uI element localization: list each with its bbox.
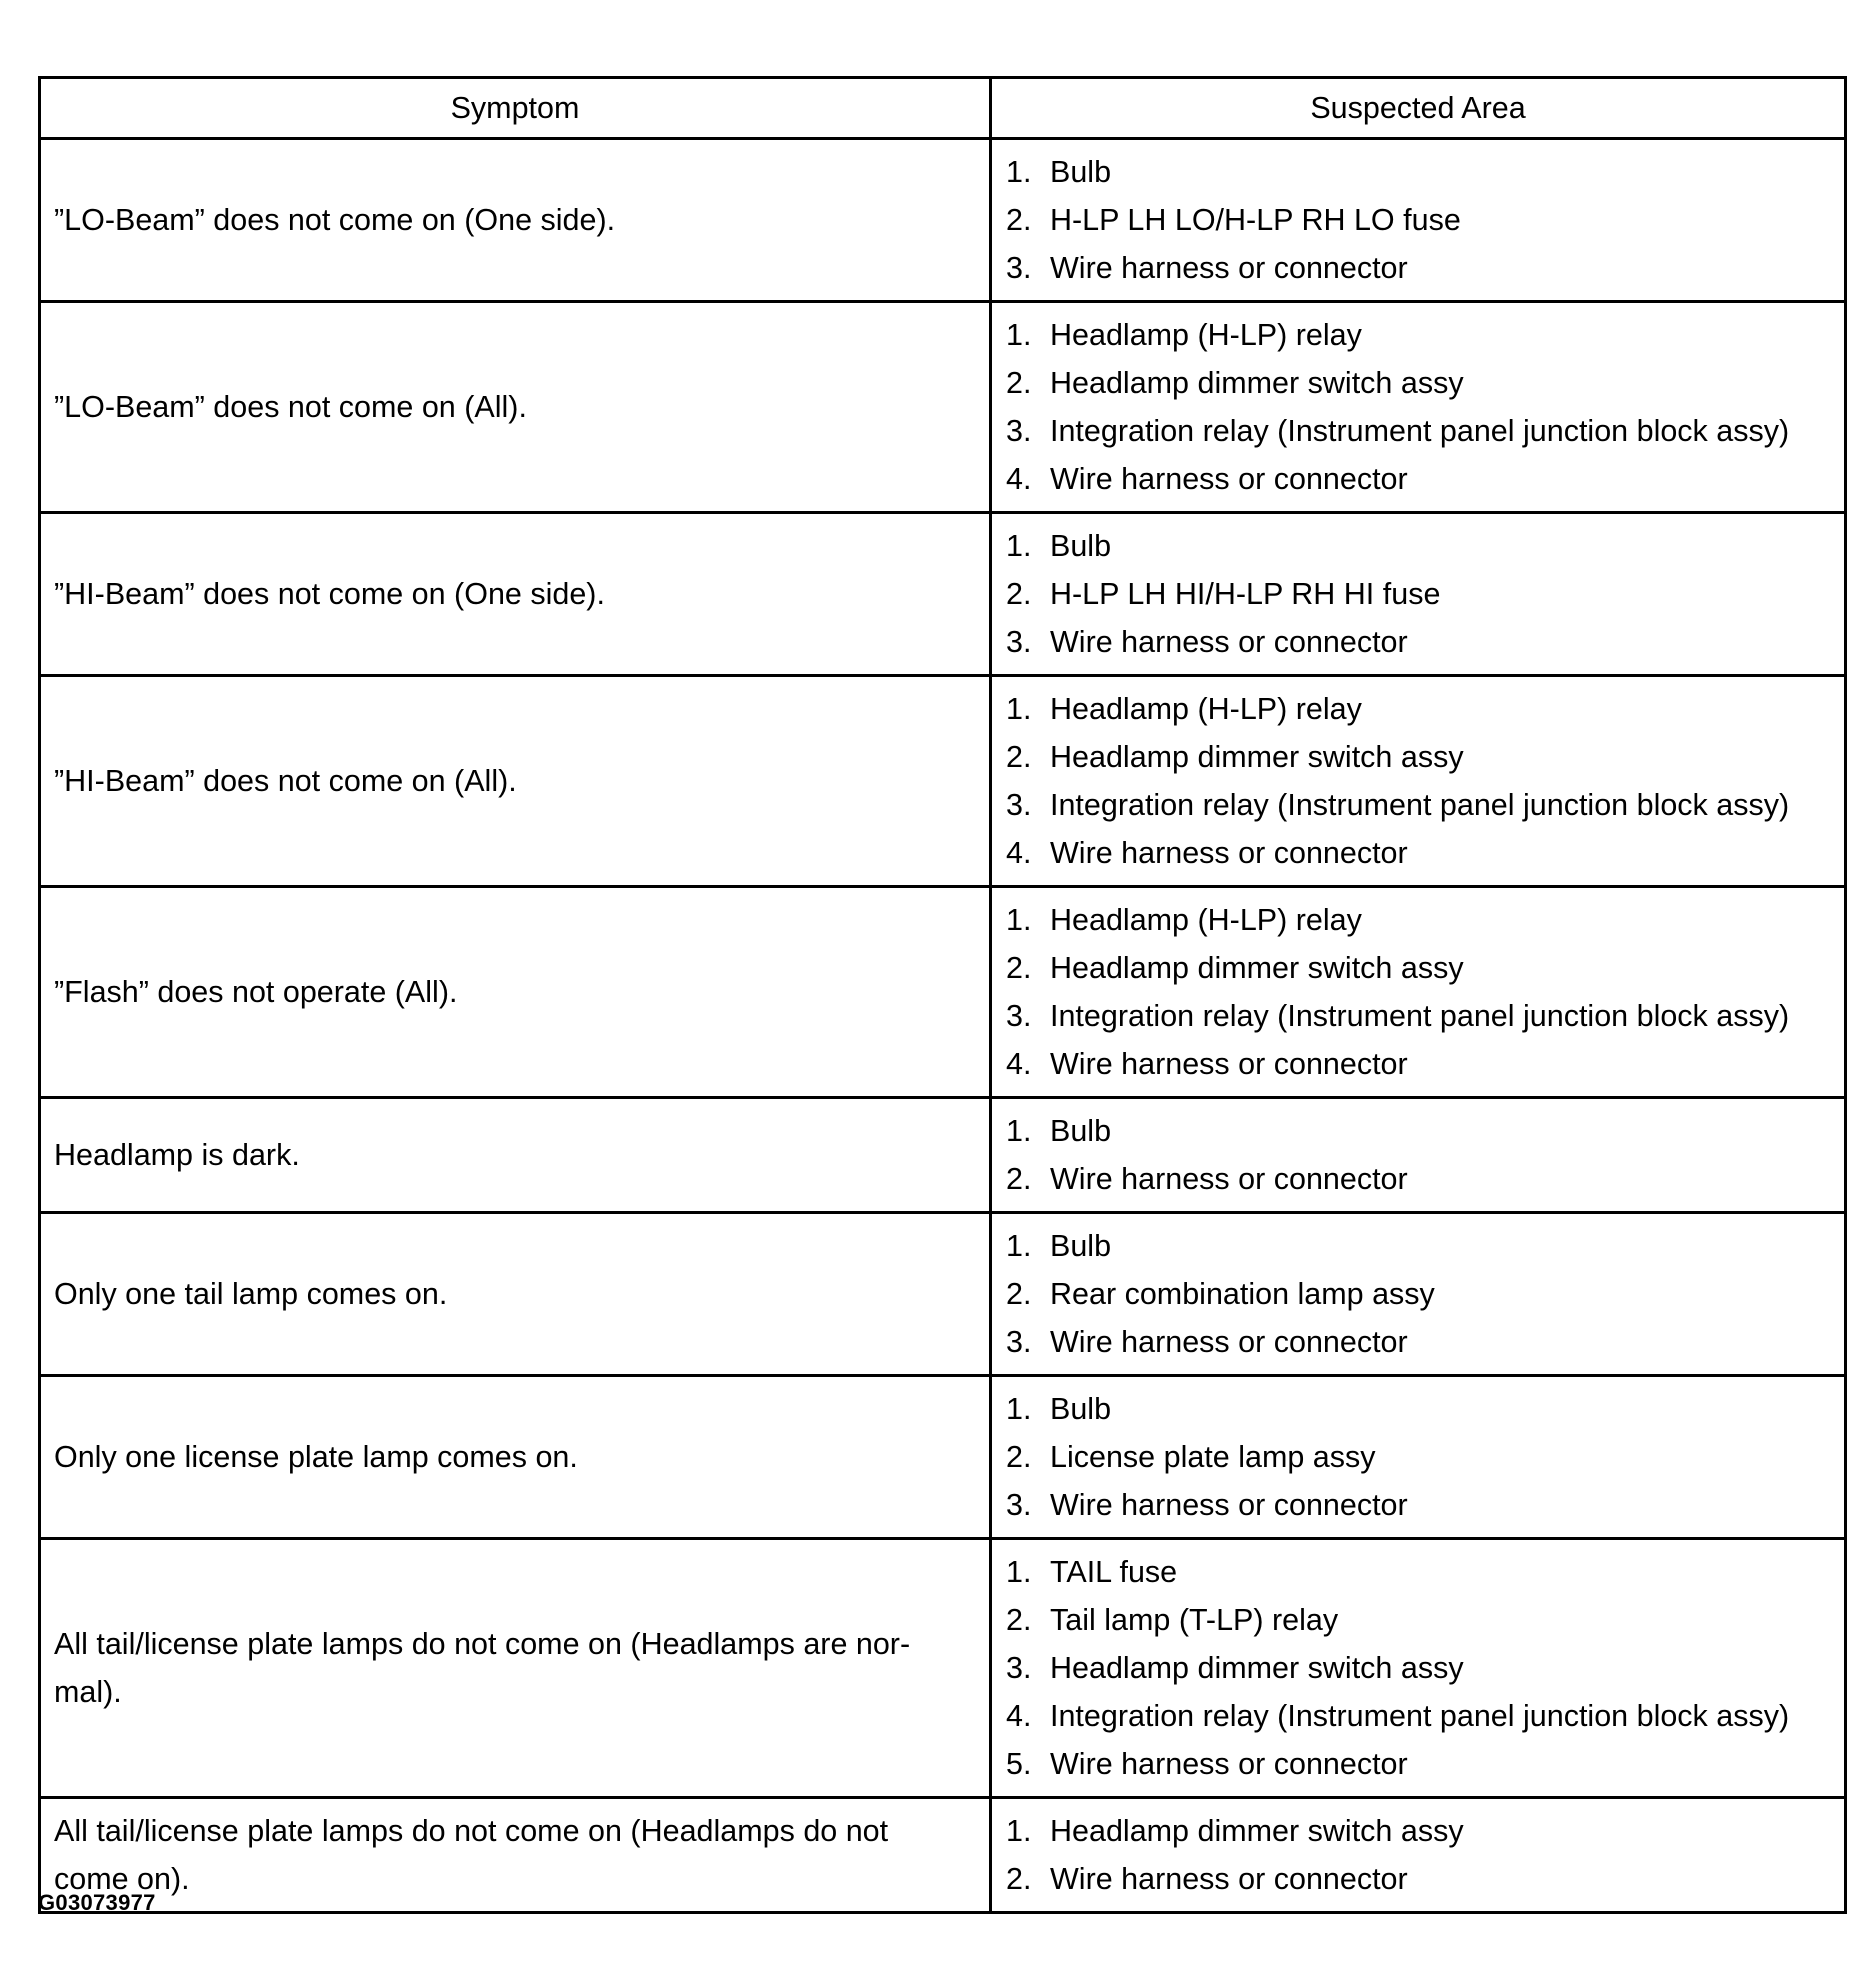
list-item-text: Bulb	[1050, 1229, 1112, 1263]
list-item-number: 2.	[1006, 1277, 1032, 1311]
table-row	[40, 513, 1846, 676]
list-item	[1006, 1040, 1834, 1088]
list-item-text: Headlamp (H-LP) relay	[1050, 318, 1362, 352]
list-item-number: 2.	[1006, 1603, 1032, 1637]
list-item	[1006, 992, 1834, 1040]
list-item	[1006, 407, 1834, 455]
list-item	[1006, 196, 1834, 244]
list-item	[1006, 522, 1834, 570]
list-item-number: 2.	[1006, 366, 1032, 400]
table-row	[40, 139, 1846, 302]
list-item-number: 2.	[1006, 577, 1032, 611]
list-item-text: Headlamp dimmer switch assy	[1050, 366, 1464, 400]
suspected-area-list	[1006, 685, 1834, 877]
symptom-cell: ”LO-Beam” does not come on (All).	[40, 302, 991, 513]
symptom-cell: Headlamp is dark.	[40, 1098, 991, 1213]
suspected-area-cell	[991, 887, 1846, 1098]
list-item-text: Integration relay (Instrument panel junction block assy)	[1050, 999, 1790, 1033]
list-item-number: 1.	[1006, 1392, 1032, 1426]
suspected-area-list	[1006, 896, 1834, 1088]
suspected-area-list	[1006, 1807, 1834, 1903]
list-item-text: License plate lamp assy	[1050, 1440, 1376, 1474]
list-item-text: H-LP LH LO/H-LP RH LO fuse	[1050, 203, 1461, 237]
list-item-number: 4.	[1006, 462, 1032, 496]
list-item	[1006, 1318, 1834, 1366]
symptom-column-header: Symptom	[40, 78, 991, 139]
list-item-text: Bulb	[1050, 155, 1112, 189]
list-item	[1006, 1107, 1834, 1155]
table-row	[40, 676, 1846, 887]
table-row	[40, 1213, 1846, 1376]
list-item	[1006, 896, 1834, 944]
list-item	[1006, 1644, 1834, 1692]
symptom-cell: ”HI-Beam” does not come on (All).	[40, 676, 991, 887]
list-item	[1006, 244, 1834, 292]
suspected-area-list	[1006, 1222, 1834, 1366]
list-item-text: Tail lamp (T-LP) relay	[1050, 1603, 1339, 1637]
list-item-number: 1.	[1006, 1229, 1032, 1263]
list-item-text: Headlamp (H-LP) relay	[1050, 692, 1362, 726]
suspected-area-cell	[991, 1798, 1846, 1913]
list-item-text: Headlamp dimmer switch assy	[1050, 1651, 1464, 1685]
symptom-cell: All tail/license plate lamps do not come on (Headlamps are nor-mal).	[40, 1539, 991, 1798]
list-item-number: 3.	[1006, 414, 1032, 448]
list-item-number: 1.	[1006, 903, 1032, 937]
symptom-cell: ”HI-Beam” does not come on (One side).	[40, 513, 991, 676]
figure-id: G03073977	[38, 1890, 156, 1915]
list-item-text: Headlamp (H-LP) relay	[1050, 903, 1362, 937]
list-item	[1006, 148, 1834, 196]
list-item-text: Headlamp dimmer switch assy	[1050, 1814, 1464, 1848]
list-item	[1006, 829, 1834, 877]
list-item	[1006, 1385, 1834, 1433]
list-item-text: Wire harness or connector	[1050, 1747, 1408, 1781]
list-item-text: Headlamp dimmer switch assy	[1050, 740, 1464, 774]
suspected-area-list	[1006, 1548, 1834, 1788]
list-item-text: Bulb	[1050, 529, 1112, 563]
list-item-text: Bulb	[1050, 1392, 1112, 1426]
list-item-text: H-LP LH HI/H-LP RH HI fuse	[1050, 577, 1441, 611]
list-item-text: Integration relay (Instrument panel junction block assy)	[1050, 788, 1790, 822]
list-item-number: 3.	[1006, 788, 1032, 822]
list-item-text: Wire harness or connector	[1050, 462, 1408, 496]
list-item	[1006, 685, 1834, 733]
list-item-number: 3.	[1006, 1651, 1032, 1685]
list-item-number: 3.	[1006, 251, 1032, 285]
list-item-text: Wire harness or connector	[1050, 625, 1408, 659]
list-item	[1006, 1692, 1834, 1740]
list-item-number: 3.	[1006, 1488, 1032, 1522]
list-item-text: Integration relay (Instrument panel junction block assy)	[1050, 414, 1790, 448]
suspected-area-list	[1006, 1107, 1834, 1203]
list-item-text: Wire harness or connector	[1050, 1325, 1408, 1359]
list-item	[1006, 455, 1834, 503]
list-item	[1006, 1548, 1834, 1596]
list-item-number: 4.	[1006, 1047, 1032, 1081]
list-item	[1006, 359, 1834, 407]
list-item-text: TAIL fuse	[1050, 1555, 1178, 1589]
suspected-area-cell	[991, 302, 1846, 513]
table-row	[40, 1098, 1846, 1213]
list-item	[1006, 944, 1834, 992]
list-item-number: 1.	[1006, 318, 1032, 352]
list-item-number: 2.	[1006, 951, 1032, 985]
list-item	[1006, 1481, 1834, 1529]
suspected-area-list	[1006, 311, 1834, 503]
list-item	[1006, 1270, 1834, 1318]
list-item-number: 2.	[1006, 1862, 1032, 1896]
symptom-cell: Only one tail lamp comes on.	[40, 1213, 991, 1376]
list-item-text: Wire harness or connector	[1050, 1162, 1408, 1196]
suspected-area-cell	[991, 513, 1846, 676]
list-item-number: 4.	[1006, 1699, 1032, 1733]
list-item-number: 4.	[1006, 836, 1032, 870]
suspected-area-cell	[991, 1098, 1846, 1213]
list-item-text: Headlamp dimmer switch assy	[1050, 951, 1464, 985]
list-item-number: 5.	[1006, 1747, 1032, 1781]
list-item-number: 3.	[1006, 999, 1032, 1033]
list-item-number: 1.	[1006, 692, 1032, 726]
table-body	[40, 139, 1846, 1913]
list-item	[1006, 1433, 1834, 1481]
list-item-number: 3.	[1006, 625, 1032, 659]
list-item	[1006, 733, 1834, 781]
list-item-number: 1.	[1006, 155, 1032, 189]
suspected-area-cell	[991, 676, 1846, 887]
list-item	[1006, 1807, 1834, 1855]
suspected-area-column-header: Suspected Area	[991, 78, 1846, 139]
symptom-cell: ”LO-Beam” does not come on (One side).	[40, 139, 991, 302]
symptom-cell: ”Flash” does not operate (All).	[40, 887, 991, 1098]
list-item	[1006, 1740, 1834, 1788]
suspected-area-list	[1006, 522, 1834, 666]
table-row	[40, 1539, 1846, 1798]
table-row	[40, 302, 1846, 513]
list-item-text: Wire harness or connector	[1050, 1047, 1408, 1081]
list-item-number: 3.	[1006, 1325, 1032, 1359]
list-item	[1006, 618, 1834, 666]
list-item-number: 1.	[1006, 1114, 1032, 1148]
suspected-area-list	[1006, 148, 1834, 292]
list-item-text: Bulb	[1050, 1114, 1112, 1148]
problem-symptoms-table	[38, 76, 1847, 1914]
suspected-area-list	[1006, 1385, 1834, 1529]
list-item	[1006, 1222, 1834, 1270]
suspected-area-cell	[991, 1376, 1846, 1539]
list-item-text: Wire harness or connector	[1050, 251, 1408, 285]
list-item	[1006, 781, 1834, 829]
list-item-text: Wire harness or connector	[1050, 1862, 1408, 1896]
list-item-text: Rear combination lamp assy	[1050, 1277, 1435, 1311]
list-item-number: 1.	[1006, 1814, 1032, 1848]
list-item-number: 2.	[1006, 203, 1032, 237]
table-row	[40, 1376, 1846, 1539]
table-row	[40, 887, 1846, 1098]
list-item-text: Wire harness or connector	[1050, 1488, 1408, 1522]
list-item-text: Integration relay (Instrument panel junction block assy)	[1050, 1699, 1790, 1733]
list-item-number: 1.	[1006, 1555, 1032, 1589]
list-item	[1006, 570, 1834, 618]
symptom-cell: All tail/license plate lamps do not come on (Headlamps do not come on).	[40, 1798, 991, 1913]
troubleshooting-sheet	[38, 76, 1844, 1914]
suspected-area-cell	[991, 139, 1846, 302]
symptom-cell: Only one license plate lamp comes on.	[40, 1376, 991, 1539]
list-item	[1006, 1155, 1834, 1203]
table-header-row	[40, 78, 1846, 139]
table-row	[40, 1798, 1846, 1913]
list-item-number: 2.	[1006, 740, 1032, 774]
list-item-number: 1.	[1006, 529, 1032, 563]
suspected-area-cell	[991, 1539, 1846, 1798]
list-item-text: Wire harness or connector	[1050, 836, 1408, 870]
list-item	[1006, 1855, 1834, 1903]
suspected-area-cell	[991, 1213, 1846, 1376]
list-item	[1006, 1596, 1834, 1644]
list-item-number: 2.	[1006, 1440, 1032, 1474]
list-item	[1006, 311, 1834, 359]
list-item-number: 2.	[1006, 1162, 1032, 1196]
